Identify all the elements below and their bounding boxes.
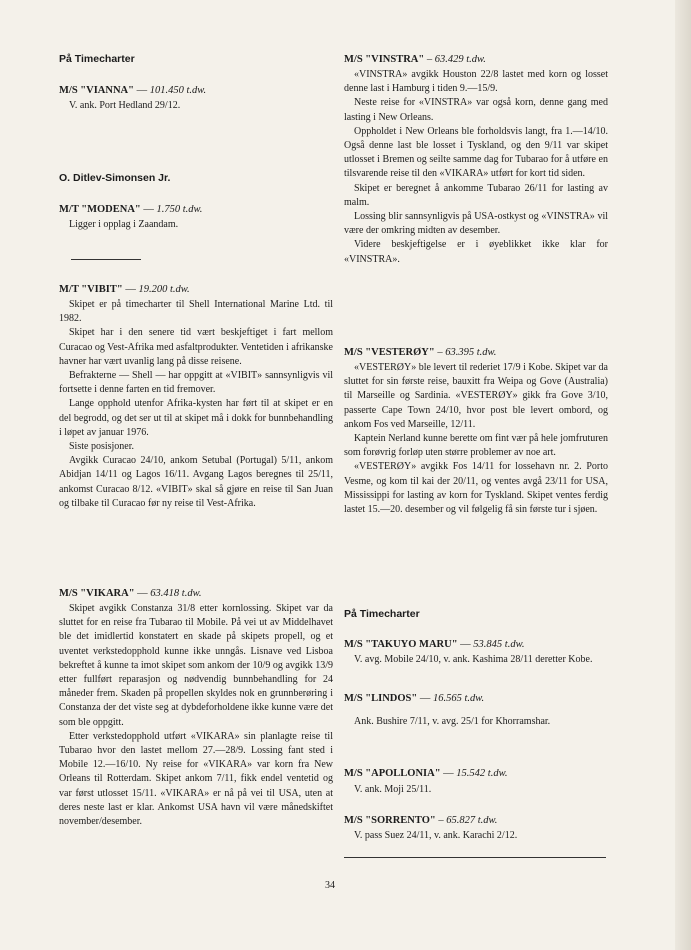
paragraph: Lossing blir sannsynligvis på USA-ostkyst og «VINSTRA» vil være der omkring midten av desember. <box>344 211 608 237</box>
dash: — <box>417 693 433 704</box>
ship-header-apollonia <box>344 767 608 780</box>
ship-name: M/S "SORRENTO" <box>344 815 436 826</box>
tonnage: 15.542 t.dw. <box>456 768 508 779</box>
ship-header-modena <box>59 203 333 216</box>
tonnage: 19.200 t.dw. <box>138 284 190 295</box>
ship-name: M/S "VESTERØY" <box>344 347 435 358</box>
ship-name: M/S "VIANNA" <box>59 85 134 96</box>
paragraph: «VESTERØY» ble levert til rederiet 17/9 i Kobe. Skipet var da sluttet for sin første reise, bauxitt fra Weipa og Gove (Australia) til Marseille og Sardinia. «VESTERØY» gikk fra Gove 3/10, passerte Cape Town 24/10, hvor post ble levert ombord, og ankom Fos ved Marseille, 12/11. <box>344 362 608 430</box>
tonnage: 16.565 t.dw. <box>432 693 485 704</box>
ship-status-apollonia: V. ank. Moji 25/11. <box>354 784 432 795</box>
paragraph: Skipet avgikk Constanza 31/8 etter kornlossing. Skipet var da sluttet for en reise fra Tubarao til Mobile. På vei ut av Middelhavet ble det imidlertid konstatert en skade på skipets propell, og et uventet verkstedopphold kunne ikke unngås. Lisnave ved Lisboa bekreftet å kunne ta imot skipet som ankom der 10/9 og avgikk 13/9 etter fullført reparasjon og nødvendig bunnbehandling for 24 måneder frem. Skaden på propellen skyldes nok en grunnberøring i Constanza der det viste seg at dybdeforholdene ikke kunne være det som ble oppgitt. <box>59 603 333 728</box>
ship-header-vinstra <box>344 53 608 66</box>
dash: – <box>435 815 447 826</box>
paragraph: «VINSTRA» avgikk Houston 22/8 lastet med korn og losset denne last i Hamburg i tiden 9.—15/9. <box>344 69 608 95</box>
dash: — <box>134 588 151 599</box>
ship-report-vibit <box>59 298 333 511</box>
paragraph: Videre beskjeftigelse er i øyeblikket ikke klar for «VINSTRA». <box>344 239 608 265</box>
ship-name: M/S "TAKUYO MARU" <box>344 639 458 650</box>
ship-report-vesteroy <box>344 361 608 517</box>
ship-status-sorrento: V. pass Suez 24/11, v. ank. Karachi 2/12. <box>354 830 518 841</box>
paragraph: «VESTERØY» avgikk Fos 14/11 for lossehavn nr. 2. Porto Vesme, og kom til kai der 20/11, og ventes avgå 23/11 for USA, Mississippi for lasting av korn for Tyskland. Skipet ventes ferdig lastet 15.—20. desember og vil følgelig få sin første tur i sjøen. <box>344 461 608 516</box>
dash: — <box>440 768 457 779</box>
paragraph: Lange opphold utenfor Afrika-kysten har ført til at skipet er en del begrodd, og det ser ut til at skipet må i dokk for bunnbehandling i løpet av januar 1976. <box>59 398 333 438</box>
ship-name: M/T "VIBIT" <box>59 284 123 295</box>
ship-header-vikara <box>59 587 333 600</box>
ship-header-lindos <box>344 692 608 705</box>
tonnage: 63.418 t.dw. <box>150 588 202 599</box>
company-heading: O. Ditlev-Simonsen Jr. <box>59 172 171 184</box>
dash: — <box>122 284 139 295</box>
paragraph: Avgikk Curacao 24/10, ankom Setubal (Portugal) 5/11, ankom Abidjan 14/11 og Lagos 16/11. Avgang Lagos beregnes til 25/11, ankomst Curacao 8/12. «VIBIT» skal så gjøre en reise til San Juan og tilbake til Curacao før ny reise til Vest-Afrika. <box>59 455 333 509</box>
paragraph: Etter verkstedopphold utført «VIKARA» sin planlagte reise til Tubarao hvor den lastet mellom 27.—28/9. Lossing fant sted i Mobile 12.—16/10. Ny reise for «VIKARA» var korn fra New Orleans til Rotterdam. Skipet ankom 7/11, fikk endel ventetid og var først utlosset 15/11. «VIKARA» er nå på vei til USA, uten at deres neste last er klar. Ankomst USA havn vil være månedskiftet november/desember. <box>59 730 333 828</box>
ship-name: M/T "MODENA" <box>59 204 141 215</box>
paragraph: Befrakterne — Shell — har oppgitt at «VIBIT» sannsynligvis vil fortsette i denne farten en tid fremover. <box>59 370 333 396</box>
page-number: 34 <box>325 880 335 891</box>
tonnage: 101.450 t.dw. <box>149 85 207 96</box>
paragraph: Kaptein Nerland kunne berette om fint vær på hele jomfruturen som forøvrig forløp uten større problemer av noe art. <box>344 433 608 459</box>
ship-status-takuyo-maru: V. avg. Mobile 24/10, v. ank. Kashima 28/11 deretter Kobe. <box>354 654 593 665</box>
paragraph: Skipet er på timecharter til Shell International Marine Ltd. til 1982. <box>59 299 333 325</box>
ship-name: M/S "VIKARA" <box>59 588 135 599</box>
page-edge-shadow <box>675 0 691 950</box>
ship-status-vianna: V. ank. Port Hedland 29/12. <box>69 100 181 111</box>
ship-name: M/S "VINSTRA" <box>344 54 425 65</box>
dash: – <box>434 347 446 358</box>
ship-report-vikara <box>59 602 333 829</box>
ship-header-vesteroy <box>344 346 608 359</box>
ship-header-vianna <box>59 84 333 97</box>
tonnage: 63.395 t.dw. <box>445 347 497 358</box>
ship-status-lindos: Ank. Bushire 7/11, v. avg. 25/1 for Khorramshar. <box>354 716 551 727</box>
dash: — <box>457 639 474 650</box>
section-heading-timecharter: På Timecharter <box>59 53 135 65</box>
paragraph: Oppholdet i New Orleans ble forholdsvis langt, fra 1.—14/10. Også denne last ble losset i Tyskland, og den 9/11 var skipet utlosset i Bremen og seilte samme dag for Tubarao for å utføre en tilsvarende reise til den «VIKARA» utført for kort tid siden. <box>344 125 608 180</box>
tonnage: 65.827 t.dw. <box>446 815 498 826</box>
paragraph: Siste posisjoner. <box>69 441 135 453</box>
section-heading-timecharter: På Timecharter <box>344 608 420 620</box>
ship-header-vibit <box>59 283 333 296</box>
ship-header-takuyo-maru <box>344 638 608 651</box>
tonnage: 63.429 t.dw. <box>434 54 486 65</box>
dash: — <box>140 204 157 215</box>
paragraph: Skipet er beregnet å ankomme Tubarao 26/11 for lasting av malm. <box>344 182 608 208</box>
ship-header-sorrento <box>344 814 608 827</box>
ship-report-vinstra <box>344 68 608 267</box>
dash: — <box>133 85 150 96</box>
bottom-rule <box>344 857 606 858</box>
separator-rule <box>71 259 141 260</box>
tonnage: 1.750 t.dw. <box>156 204 203 215</box>
ship-status-modena: Ligger i opplag i Zaandam. <box>69 219 179 230</box>
paragraph: Skipet har i den senere tid vært beskjeftiget i fart mellom Curacao og Vest-Afrika med asfaltprodukter. Ventetiden i afrikanske havner har vært uvanlig lang på disse reisene. <box>59 327 333 367</box>
ship-name: M/S "APOLLONIA" <box>344 768 441 779</box>
ship-name: M/S "LINDOS" <box>344 693 418 704</box>
dash: – <box>424 54 435 65</box>
paragraph: Neste reise for «VINSTRA» var også korn, denne gang med lasting i New Orleans. <box>344 97 608 123</box>
tonnage: 53.845 t.dw. <box>473 639 525 650</box>
